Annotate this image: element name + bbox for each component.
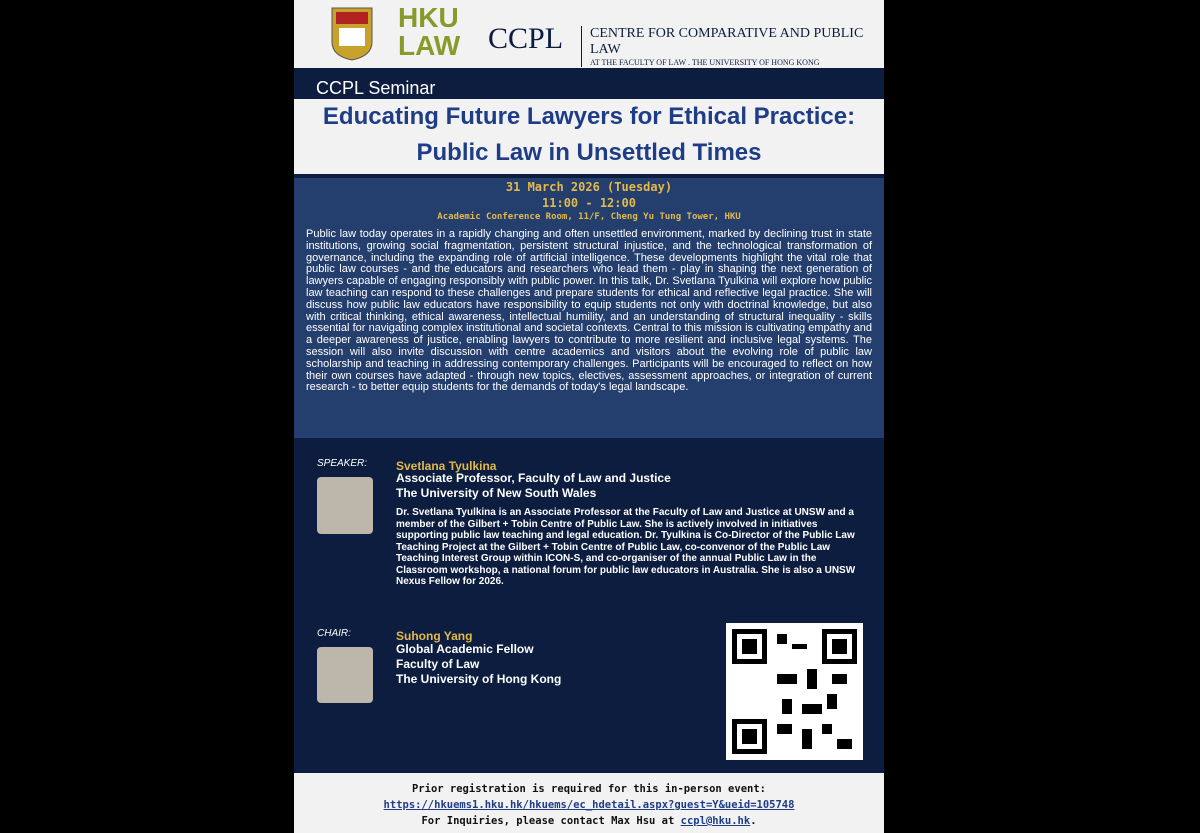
poster-header [294, 0, 884, 68]
seminar-poster [294, 0, 884, 833]
speaker-name: Svetlana Tyulkina [396, 459, 497, 473]
speaker-label: SPEAKER: [317, 458, 368, 469]
hku-crest-logo [330, 6, 374, 62]
chair-label: CHAIR: [317, 628, 351, 639]
chair-affiliation: Global Academic Fellow Faculty of Law The University of Hong Kong [396, 642, 562, 686]
seminar-label: CCPL Seminar [316, 78, 436, 98]
centre-name: CENTRE FOR COMPARATIVE AND PUBLIC LAW AT THE FACULTY OF LAW . THE UNIVERSITY OF HONG KONG [581, 26, 884, 67]
event-time: 11:00 - 12:00 [542, 196, 636, 210]
event-title: Educating Future Lawyers for Ethical Practice: Public Law in Unsettled Times [294, 99, 884, 174]
registration-qr-code[interactable] [726, 623, 863, 760]
ccpl-logo: CCPL [488, 22, 564, 55]
event-date: 31 March 2026 (Tuesday) [505, 180, 673, 194]
registration-link[interactable]: https://hkuems1.hku.hk/hkuems/ec_hdetail.aspx?guest=Y&ueid=105748 [383, 799, 795, 811]
speaker-affiliation: Associate Professor, Faculty of Law and Justice The University of New South Wales [396, 471, 671, 500]
chair-photo [317, 647, 373, 703]
speaker-bio: Dr. Svetlana Tyulkina is an Associate Professor at the Faculty of Law and Justice at UNSW and a member of the Gilbert + Tobin Centre of Public Law. She is actively involved in initiatives supporting public law teaching and legal education. Dr. Tyulkina is Co-Director of the Public Law Teaching Project at the Gilbert + Tobin Centre of Public Law, co-convenor of the Public Law Teaching Interest Group within ICON-S, and co-organiser of the annual Public Law in the Classroom workshop, a national forum for public law educators in Australia. She is also a UNSW Nexus Fellow for 2026. [396, 507, 856, 587]
contact-email-link[interactable]: ccpl@hku.hk [680, 815, 751, 827]
event-venue: Academic Conference Room, 11/F, Cheng Yu Tung Tower, HKU [437, 212, 741, 222]
qr-icon [732, 629, 857, 754]
chair-name: Suhong Yang [396, 629, 473, 643]
speaker-photo [317, 477, 373, 534]
abstract: Public law today operates in a rapidly changing and often unsettled environment, marked by declining trust in state institutions, growing social fragmentation, persistent structural injustice, and the technological transformation of governance, including the expanding role of artificial intelligence. These developments highlight the vital role that public law courses - and the educators and researchers who lead them - play in shaping the next generation of lawyers capable of engaging responsibly with public power. In this talk, Dr. Svetlana Tyulkina will explore how public law teaching can respond to these challenges and prepare students for ethical and reflective legal practice. She will discuss how public law educators have responsibility to equip students not only with doctrinal knowledge, but also with critical thinking, ethical awareness, intellectual humility, and an understanding of structural inequality - skills essential for navigating complex institutional and societal contexts. Central to this mission is cultivating empathy and a deeper awareness of justice, enabling lawyers to contribute to more resilient and inclusive legal systems. The session will also invite discussion with centre academics and visitors about the evolving role of public law scholarship and teaching in addressing contemporary challenges. Participants will be encouraged to reflect on how their own courses have adapted - through new topics, electives, assessment approaches, or integration of current research - to better equip students for the demands of today's legal landscape. [306, 228, 872, 394]
registration-footer: Prior registration is required for this in-person event: https://hkuems1.hku.hk/hkuems/ec_hdetail.aspx?guest=Y&ueid=105748 For Inquiries, please contact Max Hsu at ccpl@hku.hk. [294, 773, 884, 833]
hku-law-logo: HKU LAW [398, 2, 461, 61]
